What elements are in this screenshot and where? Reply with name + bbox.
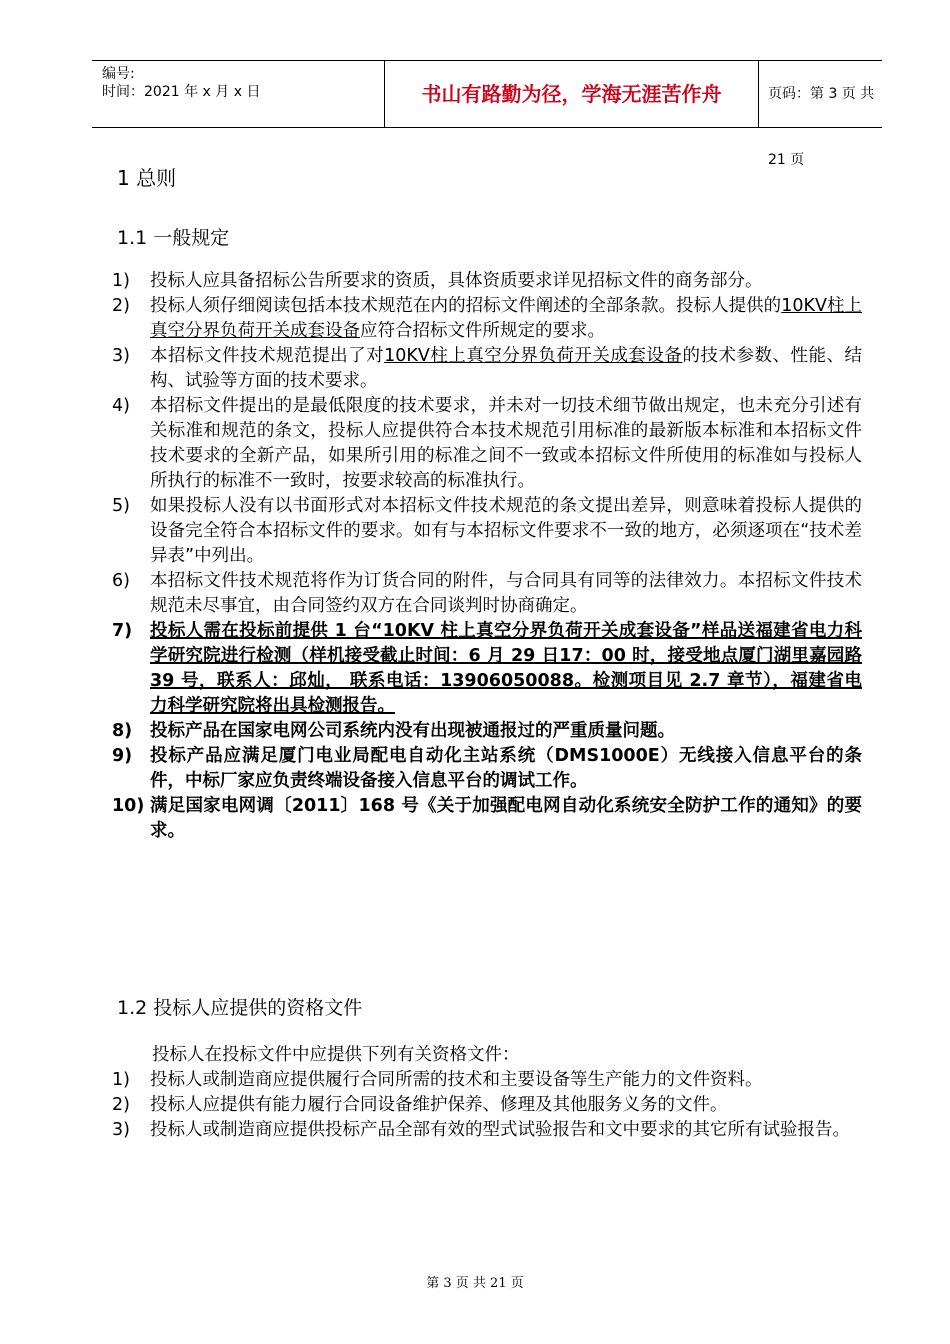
list-item: 10) 满足国家电网调〔2011〕168 号《关于加强配电网自动化系统安全防护工作的通知》的要求。 [112, 796, 862, 841]
section-title: 1 总则 [117, 166, 177, 190]
list-item: 8) 投标产品在国家电网公司系统内没有出现被通报过的严重质量问题。 [112, 721, 675, 741]
header-page-info: 页码：第 3 页 共 21 页 [768, 86, 875, 168]
qualification-list [112, 1068, 862, 1143]
qualification-intro: 投标人在投标文件中应提供下列有关资格文件： [152, 1045, 520, 1065]
doc-time-label: 时间：2021 年 x 月 x 日 [102, 84, 261, 100]
list-item: 2) 投标人应提供有能力履行合同设备维护保养、修理及其他服务义务的文件。 [112, 1095, 728, 1115]
general-rules-list [112, 269, 862, 844]
list-item: 7) 投标人需在投标前提供 1 台“10KV 柱上真空分界负荷开关成套设备”样品送福建省电力科学研究院进行检测（样机接受截止时间：6 月 29 日17：00 时，接受地点厦门湖里嘉园路 39 号，联系人：邱灿， 联系电话：13906050088。检测项目见 2.7 章节），福建省电力科学研究院将出具检测报告。 [112, 621, 862, 716]
list-item: 4) 本招标文件提出的是最低限度的技术要求，并未对一切技术细节做出规定，也未充分引述有关标准和规范的条文，投标人应提供符合本技术规范引用标准的最新版本标准和本招标文件技术要求的全新产品，如果所引用的标准之间不一致或本招标文件所使用的标准如与投标人所执行的标准不一致时，按要求较高的标准执行。 [112, 396, 862, 491]
subsection-title: 1.2 投标人应提供的资格文件 [117, 997, 363, 1019]
product-name-link: 10KV柱上真空分界负荷开关成套设备 [384, 346, 683, 366]
list-item: 9) 投标产品应满足厦门电业局配电自动化主站系统（DMS1000E）无线接入信息平台的条件，中标厂家应负责终端设备接入信息平台的调试工作。 [112, 746, 862, 791]
list-item: 2) 投标人须仔细阅读包括本技术规范在内的招标文件阐述的全部条款。投标人提供的10KV柱上真空分界负荷开关成套设备应符合招标文件所规定的要求。 [112, 296, 863, 341]
page-footer: 第 3 页 共 21 页 [426, 1276, 524, 1291]
list-item: 3) 本招标文件技术规范提出了对10KV柱上真空分界负荷开关成套设备的技术参数、性能、结构、试验等方面的技术要求。 [112, 346, 863, 391]
list-item: 5) 如果投标人没有以书面形式对本招标文件技术规范的条文提出差异，则意味着投标人提供的设备完全符合本招标文件的要求。如有与本招标文件要求不一致的地方，必须逐项在“技术差异表”中列出。 [112, 496, 862, 566]
header-divider [758, 61, 759, 127]
product-name-link: 10KV柱上真空分界负荷开关成套设备 [150, 296, 863, 341]
list-item: 6) 本招标文件技术规范将作为订货合同的附件，与合同具有同等的法律效力。本招标文件技术规范未尽事宜，由合同签约双方在合同谈判时协商确定。 [112, 571, 862, 616]
subsection-title: 1.1 一般规定 [117, 227, 230, 249]
list-item: 3) 投标人或制造商应提供投标产品全部有效的型式试验报告和文中要求的其它所有试验报告。 [112, 1120, 850, 1140]
list-item: 1) 投标人应具备招标公告所要求的资质，具体资质要求详见招标文件的商务部分。 [112, 271, 763, 291]
doc-number-label: 编号: [102, 66, 135, 82]
header-motto: 书山有路勤为径，学海无涯苦作舟 [421, 82, 722, 106]
page-header [92, 60, 882, 168]
list-item: 1) 投标人或制造商应提供履行合同所需的技术和主要设备等生产能力的文件资料。 [112, 1070, 763, 1090]
header-meta [92, 61, 292, 127]
